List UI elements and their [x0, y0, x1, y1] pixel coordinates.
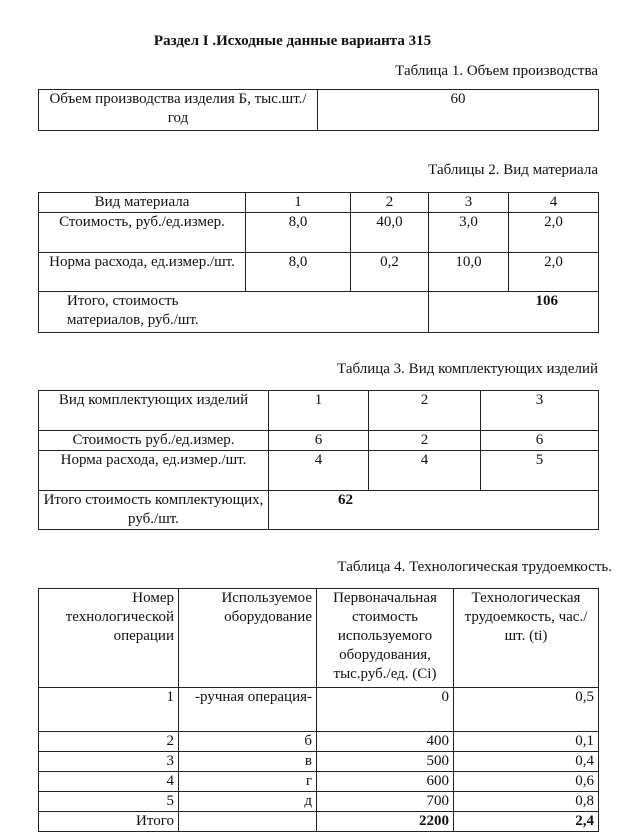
header-cell: 2 — [369, 391, 481, 431]
cell: 0,2 — [351, 253, 429, 292]
cell: 4 — [269, 451, 369, 491]
table-1 — [38, 89, 599, 131]
cell: 4 — [39, 772, 179, 792]
header-cell: 2 — [351, 193, 429, 213]
cell: 10,0 — [429, 253, 509, 292]
total-value: 62 — [269, 491, 599, 530]
cell: 3,0 — [429, 213, 509, 253]
header-cell: Технологическая трудоемкость, час./шт. (ti) — [454, 589, 599, 688]
header-cell: 3 — [429, 193, 509, 213]
total-label: Итого — [39, 812, 179, 832]
cell: в — [179, 752, 317, 772]
header-cell: Используемое оборудование — [179, 589, 317, 688]
table-row — [39, 792, 599, 812]
header-cell: 3 — [481, 391, 599, 431]
cell: Стоимость, руб./ед.измер. — [39, 213, 246, 253]
total-row — [39, 812, 599, 832]
table2-caption: Таблицы 2. Вид материала — [428, 162, 598, 178]
table-3 — [38, 390, 599, 530]
cell: 0,6 — [454, 772, 599, 792]
total-value: 106 — [429, 292, 599, 333]
cell: 500 — [317, 752, 454, 772]
cell: 400 — [317, 732, 454, 752]
cell — [179, 812, 317, 832]
cell: 0,1 — [454, 732, 599, 752]
cell: -ручная операция- — [179, 688, 317, 732]
header-cell: 1 — [246, 193, 351, 213]
table-row — [39, 253, 599, 292]
header-cell: Вид комплектующих изделий — [39, 391, 269, 431]
cell: г — [179, 772, 317, 792]
cell: 8,0 — [246, 253, 351, 292]
table-2 — [38, 192, 599, 333]
header-cell: 1 — [269, 391, 369, 431]
table-row — [39, 213, 599, 253]
table-4 — [38, 588, 599, 832]
cell: 0 — [317, 688, 454, 732]
section-title: Раздел I .Исходные данные варианта 315 — [153, 33, 432, 49]
cell: 0,5 — [454, 688, 599, 732]
table-row — [39, 431, 599, 451]
cell: 2 — [39, 732, 179, 752]
total-cost: 2200 — [317, 812, 454, 832]
cell: Норма расхода, ед.измер./шт. — [39, 253, 246, 292]
cell: Стоимость руб./ед.измер. — [39, 431, 269, 451]
cell: 700 — [317, 792, 454, 812]
cell: 1 — [39, 688, 179, 732]
cell: 0,8 — [454, 792, 599, 812]
cell: 6 — [269, 431, 369, 451]
header-cell: Номер технологической операции — [39, 589, 179, 688]
total-labor: 2,4 — [454, 812, 599, 832]
header-cell: 4 — [509, 193, 599, 213]
cell: б — [179, 732, 317, 752]
cell: 2,0 — [509, 213, 599, 253]
cell: 3 — [39, 752, 179, 772]
cell: 5 — [39, 792, 179, 812]
table4-caption: Таблица 4. Технологическая трудоемкость. — [337, 559, 612, 575]
table1-caption: Таблица 1. Объем производства — [395, 63, 598, 79]
cell: 0,4 — [454, 752, 599, 772]
header-cell: Первоначальная стоимость используемого оборудования, тыс.руб./ед. (Ci) — [317, 589, 454, 688]
cell: 600 — [317, 772, 454, 792]
table-row — [39, 688, 599, 732]
table-row — [39, 772, 599, 792]
cell: 2,0 — [509, 253, 599, 292]
production-value: 60 — [318, 90, 599, 131]
cell: 2 — [369, 431, 481, 451]
table-row — [39, 752, 599, 772]
production-label: Объем производства изделия Б, тыс.шт./год — [39, 90, 318, 131]
table-row — [39, 732, 599, 752]
cell: 4 — [369, 451, 481, 491]
total-label: Итого стоимость комплектующих, руб./шт. — [39, 491, 269, 530]
cell: 6 — [481, 431, 599, 451]
cell: 40,0 — [351, 213, 429, 253]
header-cell: Вид материала — [39, 193, 246, 213]
total-label: Итого, стоимость материалов, руб./шт. — [39, 292, 429, 333]
cell: 5 — [481, 451, 599, 491]
cell: д — [179, 792, 317, 812]
table-row — [39, 451, 599, 491]
table3-caption: Таблица 3. Вид комплектующих изделий — [337, 361, 598, 377]
cell: 8,0 — [246, 213, 351, 253]
cell: Норма расхода, ед.измер./шт. — [39, 451, 269, 491]
